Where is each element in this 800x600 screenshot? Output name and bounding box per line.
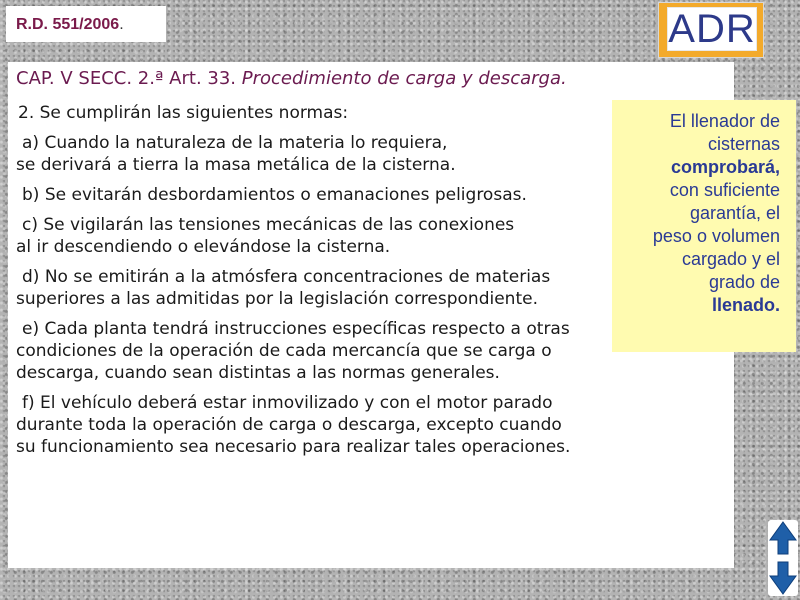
rule-line: c) Se vigilarán las tensiones mecánicas de las conexiones <box>22 215 515 235</box>
side-note-line: garantía, el <box>689 203 780 223</box>
side-note-line: comprobará, <box>670 157 780 177</box>
rule-line: e) Cada planta tendrá instrucciones específicas respecto a otras <box>22 319 570 339</box>
rule-line: su funcionamiento sea necesario para realizar tales operaciones. <box>16 437 571 457</box>
rule-line: b) Se evitarán desbordamientos o emanaciones peligrosas. <box>22 185 527 205</box>
title-prefix: CAP. V SECC. 2.ª Art. 33. <box>16 68 237 89</box>
adr-logo-text: ADR <box>668 7 756 51</box>
regulation-reference <box>6 6 166 42</box>
side-note-line: El llenador de <box>669 111 780 131</box>
rule-item <box>16 392 726 458</box>
rule-line: d) No se emitirán a la atmósfera concentraciones de materias <box>22 267 551 287</box>
up-down-arrows-icon[interactable] <box>768 520 798 596</box>
side-note-line: peso o volumen <box>652 226 780 246</box>
side-note-line: cargado y el <box>681 249 780 269</box>
rule-line: al ir descendiendo o elevándose la cisterna. <box>16 237 391 257</box>
adr-logo-panel <box>667 7 757 51</box>
rule-line: se derivará a tierra la masa metálica de la cisterna. <box>16 155 456 175</box>
regulation-reference-text: R.D. 551/2006 <box>16 16 120 33</box>
rule-line: condiciones de la operación de cada mercancía que se carga o <box>16 341 552 361</box>
adr-logo <box>658 2 764 58</box>
rules-intro: 2. Se cumplirán las siguientes normas: <box>18 103 349 123</box>
side-note-line: llenado. <box>711 295 780 315</box>
title-subject: Procedimiento de carga y descarga. <box>241 68 567 89</box>
rule-line: a) Cuando la naturaleza de la materia lo requiera, <box>22 133 448 153</box>
side-note-line: grado de <box>708 272 780 292</box>
rule-line: durante toda la operación de carga o descarga, excepto cuando <box>16 415 562 435</box>
rule-line: superiores a las admitidas por la legislación correspondiente. <box>16 289 538 309</box>
rule-line: f) El vehículo deberá estar inmovilizado y con el motor parado <box>22 393 553 413</box>
rule-line: descarga, cuando sean distintas a las normas generales. <box>16 363 500 383</box>
side-note <box>612 100 796 352</box>
regulation-reference-dot: . <box>119 16 124 33</box>
slide-title <box>16 66 726 92</box>
side-note-line: con suficiente <box>669 180 780 200</box>
up-down-arrows-graphic <box>768 520 798 596</box>
side-note-line: cisternas <box>707 134 780 154</box>
